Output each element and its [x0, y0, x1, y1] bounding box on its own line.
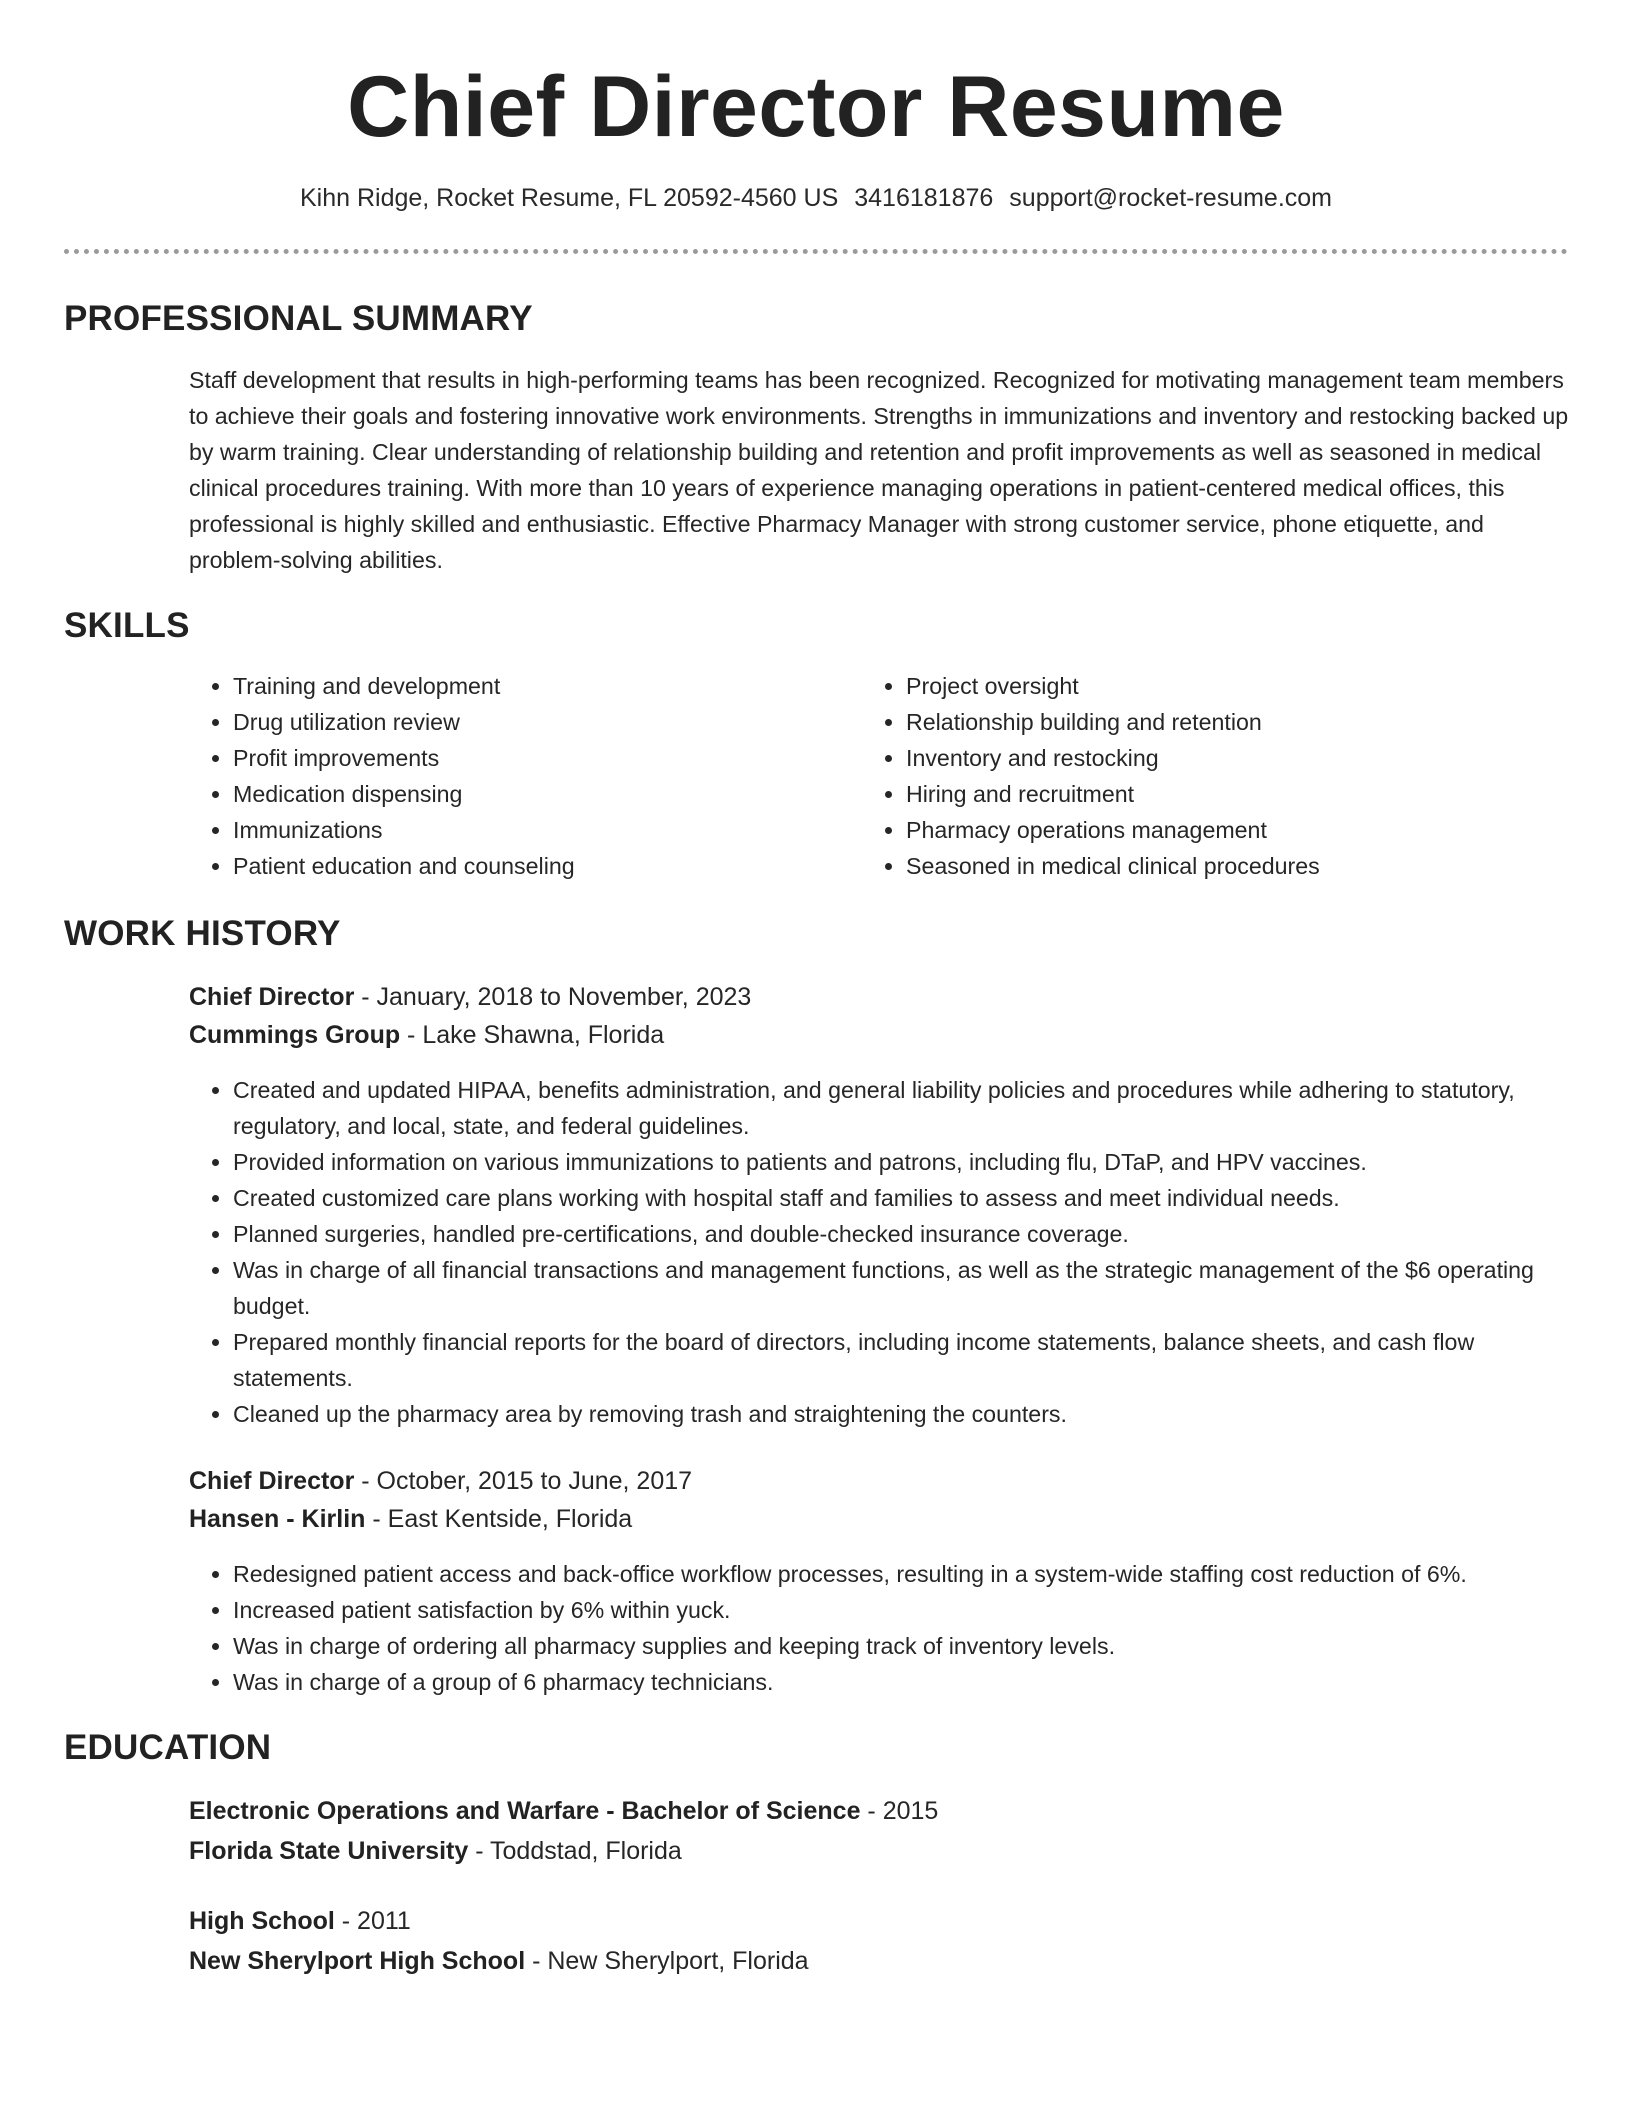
skill-item: • Training and development	[233, 668, 853, 704]
education-school-line	[189, 1832, 682, 1870]
header-divider	[64, 249, 1568, 254]
job-dates: - October, 2015 to June, 2017	[354, 1467, 693, 1495]
contact-line	[0, 178, 1632, 218]
job-company: Cummings Group	[189, 1021, 401, 1049]
job-bullet: • Created and updated HIPAA, benefits administration, and general liability policies and procedures while adhering to statutory, regulatory, and local, state, and federal guidelines.	[233, 1072, 1573, 1144]
job-bullets	[189, 1556, 1632, 1700]
skill-item: • Seasoned in medical clinical procedures	[906, 848, 1606, 884]
job-location: - East Kentside, Florida	[365, 1505, 633, 1533]
education-school-line	[189, 1942, 809, 1980]
skill-item: • Drug utilization review	[233, 704, 853, 740]
skill-item: • Medication dispensing	[233, 776, 853, 812]
job-title: Chief Director	[189, 1467, 355, 1495]
education-degree: Electronic Operations and Warfare - Bachelor of Science	[189, 1797, 861, 1825]
job-bullet: • Was in charge of a group of 6 pharmacy technicians.	[233, 1664, 1632, 1700]
skill-item: • Patient education and counseling	[233, 848, 853, 884]
education-year: - 2015	[860, 1797, 939, 1825]
job-bullets	[189, 1072, 1573, 1432]
summary-heading: PROFESSIONAL SUMMARY	[64, 299, 533, 338]
job-bullet: • Planned surgeries, handled pre-certifications, and double-checked insurance coverage.	[233, 1216, 1573, 1252]
resume-title: Chief Director Resume	[347, 59, 1285, 155]
education-school: New Sherylport High School	[189, 1947, 526, 1975]
education-degree-line	[189, 1792, 938, 1830]
skill-item: • Inventory and restocking	[906, 740, 1606, 776]
skill-item: • Hiring and recruitment	[906, 776, 1606, 812]
job-bullet: • Created customized care plans working with hospital staff and families to assess and meet individual needs.	[233, 1180, 1573, 1216]
job-bullet: • Prepared monthly financial reports for the board of directors, including income statements, balance sheets, and cash flow statements.	[233, 1324, 1573, 1396]
skill-item: • Relationship building and retention	[906, 704, 1606, 740]
job-company-line	[189, 1016, 664, 1054]
skills-heading: SKILLS	[64, 606, 190, 645]
job-dates: - January, 2018 to November, 2023	[354, 983, 752, 1011]
skills-list-left	[189, 668, 853, 884]
job-title-line	[189, 978, 751, 1016]
contact-email[interactable]: support@rocket-resume.com	[1009, 184, 1333, 212]
job-company: Hansen - Kirlin	[189, 1505, 366, 1533]
education-degree-line	[189, 1902, 411, 1940]
skill-item: • Pharmacy operations management	[906, 812, 1606, 848]
education-year: - 2011	[334, 1907, 411, 1935]
education-school: Florida State University	[189, 1837, 469, 1865]
job-location: - Lake Shawna, Florida	[400, 1021, 665, 1049]
job-bullet: • Cleaned up the pharmacy area by removing trash and straightening the counters.	[233, 1396, 1573, 1432]
job-title-line	[189, 1462, 692, 1500]
education-location: - New Sherylport, Florida	[525, 1947, 809, 1975]
job-bullet: • Provided information on various immunizations to patients and patrons, including flu, DTaP, and HPV vaccines.	[233, 1144, 1573, 1180]
job-bullet: • Increased patient satisfaction by 6% within yuck.	[233, 1592, 1632, 1628]
education-heading: EDUCATION	[64, 1728, 272, 1767]
skill-item: • Immunizations	[233, 812, 853, 848]
summary-text: Staff development that results in high-performing teams has been recognized. Recognized for motivating management team members to achieve their goals and fostering innovative work environments. Strengths in immunizations and inventory and restocking backed up by warm training. Clear understanding of relationship building and retention and profit improvements as well as seasoned in medical clinical procedures training. With more than 10 years of experience managing operations in patient-centered medical offices, this professional is highly skilled and enthusiastic. Effective Pharmacy Manager with strong customer service, phone etiquette, and problem-solving abilities.	[189, 367, 1569, 573]
education-location: - Toddstad, Florida	[468, 1837, 682, 1865]
skills-list-right	[862, 668, 1606, 884]
job-company-line	[189, 1500, 632, 1538]
contact-address: Kihn Ridge, Rocket Resume, FL 20592-4560 US	[299, 184, 839, 212]
job-title: Chief Director	[189, 983, 355, 1011]
contact-phone: 3416181876	[854, 184, 994, 212]
job-bullet: • Was in charge of ordering all pharmacy supplies and keeping track of inventory levels.	[233, 1628, 1632, 1664]
work-history-heading: WORK HISTORY	[64, 914, 341, 953]
skill-item: • Profit improvements	[233, 740, 853, 776]
job-bullet: • Redesigned patient access and back-office workflow processes, resulting in a system-wide staffing cost reduction of 6%.	[233, 1556, 1632, 1592]
skill-item: • Project oversight	[906, 668, 1606, 704]
job-bullet: • Was in charge of all financial transactions and management functions, as well as the strategic management of the $6 operating budget.	[233, 1252, 1573, 1324]
education-degree: High School	[189, 1907, 335, 1935]
